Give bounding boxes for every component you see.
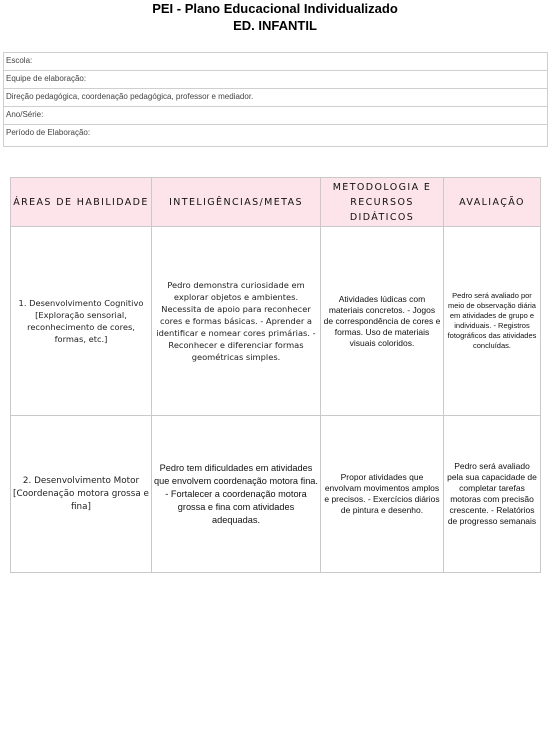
cell-metodologia: Propor atividades que envolvam movimentos amplos e precisos. - Exercícios diários de pintura e desenho. [321,416,444,573]
info-field-equipe: Equipe de elaboração: [4,71,547,89]
header-avaliacao: AVALIAÇÃO [444,178,541,227]
cell-metas: Pedro demonstra curiosidade em explorar objetos e ambientes. Necessita de apoio para reconhecer cores e formas básicas. - Aprender a identificar e nomear cores primárias. - Reconhecer e diferenciar formas geométricas simples. [152,227,321,416]
document-subtitle: ED. INFANTIL [233,18,317,33]
header-metas: INTELIGÊNCIAS/METAS [152,178,321,227]
cell-avaliacao: Pedro será avaliado por meio de observação diária em atividades de grupo e individuais. - Registros fotográficos das atividades concluídas. [444,227,541,416]
info-section [3,52,548,147]
info-field-direcao: Direção pedagógica, coordenação pedagógica, professor e mediador. [4,89,547,107]
info-field-escola: Escola: [4,53,547,71]
info-field-ano-serie: Ano/Série: [4,107,547,125]
document-title: PEI - Plano Educacional Individualizado [152,1,398,16]
table-row [11,227,541,416]
cell-area: 1. Desenvolvimento Cognitivo [Exploração sensorial, reconhecimento de cores, formas, etc.] [11,227,152,416]
info-field-periodo: Período de Elaboração: [4,125,547,147]
table-row [11,416,541,573]
header-areas: ÁREAS DE HABILIDADE [11,178,152,227]
cell-metodologia: Atividades lúdicas com materiais concretos. - Jogos de correspondência de cores e formas. Uso de materiais visuais coloridos. [321,227,444,416]
cell-metas: Pedro tem dificuldades em atividades que envolvem coordenação motora fina. - Fortalecer a coordenação motora grossa e fina com atividades adequadas. [152,416,321,573]
pei-table [10,177,541,573]
header-metodologia: METODOLOGIA E RECURSOS DIDÁTICOS [321,178,444,227]
table-header-row [11,178,541,227]
cell-area: 2. Desenvolvimento Motor [Coordenação motora grossa e fina] [11,416,152,573]
cell-avaliacao: Pedro será avaliado pela sua capacidade de completar tarefas motoras com precisão crescente. - Relatórios de progresso semanais [444,416,541,573]
